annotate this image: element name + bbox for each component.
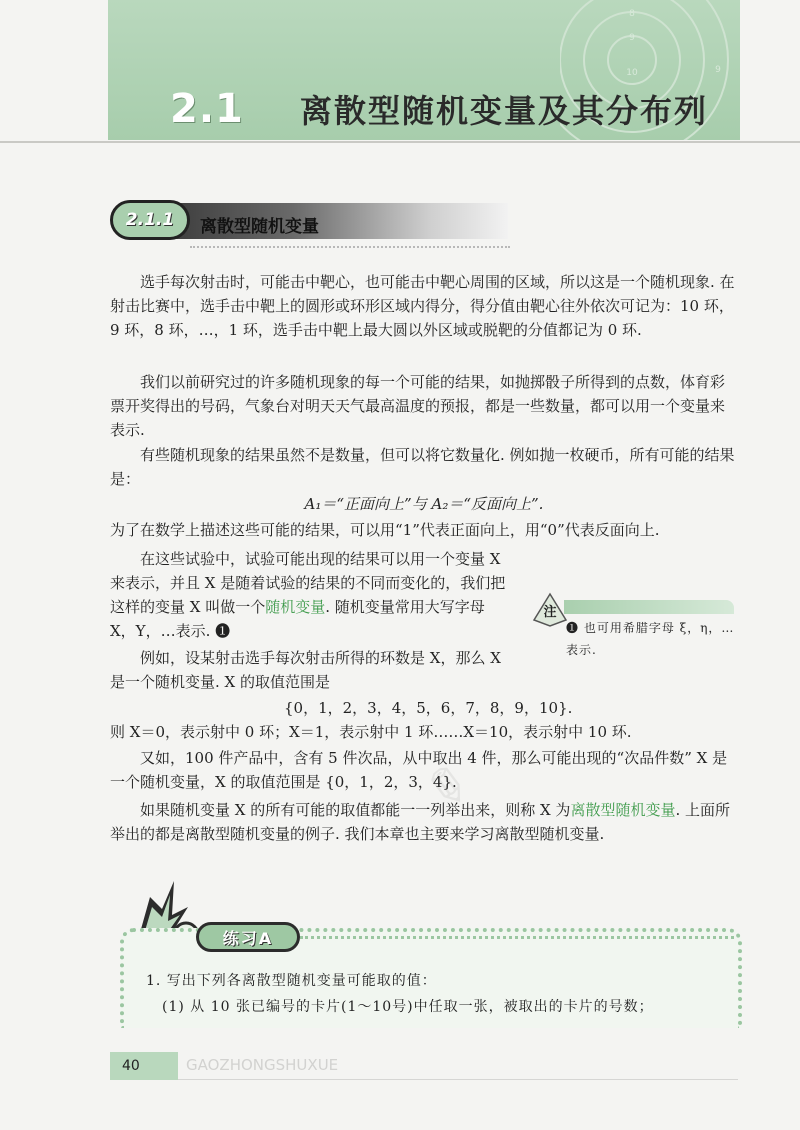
page-number-tab (110, 1052, 178, 1080)
ring-label-9-right: 9 (715, 65, 721, 75)
value-set-shooting: {0，1，2，3，4，5，6，7，8，9，10}. (284, 699, 573, 717)
formula-coin-outcomes: A₁＝“正面向上”与 A₂＝“反面向上”. (304, 495, 544, 513)
term-discrete-random-variable: 离散型随机变量 (570, 801, 676, 819)
ring-label-9: 9 (629, 33, 635, 43)
paragraph-encoding: 为了在数学上描述这些可能的结果，可以用“1”代表正面向上，用“0”代表反面向上. (110, 521, 660, 539)
chapter-title: 离散型随机变量及其分布列 (300, 92, 709, 130)
discrete-text-before: 如果随机变量 X 的所有可能的取值都能一一列举出来，则称 X 为 (140, 801, 571, 819)
footer-rule (178, 1079, 738, 1080)
paragraph-defective-example: 又如，100 件产品中，含有 5 件次品，从中取出 4 件，那么可能出现的“次品件数” X 是一个随机变量，X 的取值范围是 {0，1，2，3，4}. (110, 749, 728, 791)
header-rule (0, 141, 800, 143)
section-title: 离散型随机变量 (200, 217, 319, 237)
paragraph-shooting-example: 例如，设某射击选手每次射击所得的环数是 X，那么 X 是一个随机变量. X 的取值范围是 (110, 649, 501, 691)
paragraph-shooting: 选手每次射击时，可能击中靶心，也可能击中靶心周围的区域，所以这是一个随机现象. 在射击比赛中，选手击中靶上的圆形或环形区域内得分，得分值由靶心往外依次可记为：10 环，9 环，8 环，…，1 环，选手击中靶上最大圆以外区域或脱靶的分值都记为 0 环. (110, 273, 735, 339)
term-random-variable: 随机变量 (265, 598, 326, 616)
note-label-icon (530, 590, 570, 630)
chapter-number: 2.1 (170, 86, 244, 132)
section-number-badge (110, 200, 190, 240)
exercise-label-badge (196, 922, 300, 952)
paragraph-random-variable-definition (110, 547, 515, 643)
watermark: ✎ (420, 756, 466, 819)
footer-brand: GAOZHONGSHUXUE (186, 1056, 339, 1074)
page-number: 40 (122, 1058, 140, 1074)
paragraph-meaning: 则 X＝0，表示射中 0 环；X＝1，表示射中 1 环……X＝10，表示射中 10 环. (110, 723, 632, 741)
ring-label-10: 10 (626, 68, 638, 78)
side-note (530, 600, 738, 670)
exercise-label: 练习A (222, 928, 274, 948)
ring-label-8: 8 (629, 9, 635, 19)
exercise-dotted-line (300, 936, 734, 939)
note-tab (564, 600, 734, 614)
definition-text-before: 在这些试验中，试验可能出现的结果可以用一个变量 X 来表示，并且 X 是随着试验的结果的不同而变化的，我们把这样的变量 X 叫做一个 (110, 550, 506, 616)
note-text: ❶ 也可用希腊字母 ξ，η，…表示. (566, 621, 735, 657)
section-number: 2.1.1 (125, 210, 175, 230)
exercise-item-1: 1. 写出下列各离散型随机变量可能取的值： (146, 973, 437, 989)
definition-text-after: . 随机变量常用大写字母 X，Y，…表示. ❶ (110, 598, 485, 640)
paragraph-quantities: 我们以前研究过的许多随机现象的每一个可能的结果，如抛掷骰子所得到的点数，体育彩票开奖得出的号码，气象台对明天天气最高温度的预报，都是一些数量，都可以用一个变量来表示. (110, 373, 726, 439)
section-dotted-rule (190, 246, 510, 248)
exercise-item-1-sub-1: (1) 从 10 张已编号的卡片(1～10号)中任取一张，被取出的卡片的号数； (162, 999, 654, 1015)
note-label: 注 (543, 605, 557, 620)
paragraph-quantify: 有些随机现象的结果虽然不是数量，但可以将它数量化. 例如抛一枚硬币，所有可能的结果是： (110, 446, 735, 488)
discrete-text-after: . 上面所举出的都是离散型随机变量的例子. 我们本章也主要来学习离散型随机变量. (110, 801, 730, 843)
